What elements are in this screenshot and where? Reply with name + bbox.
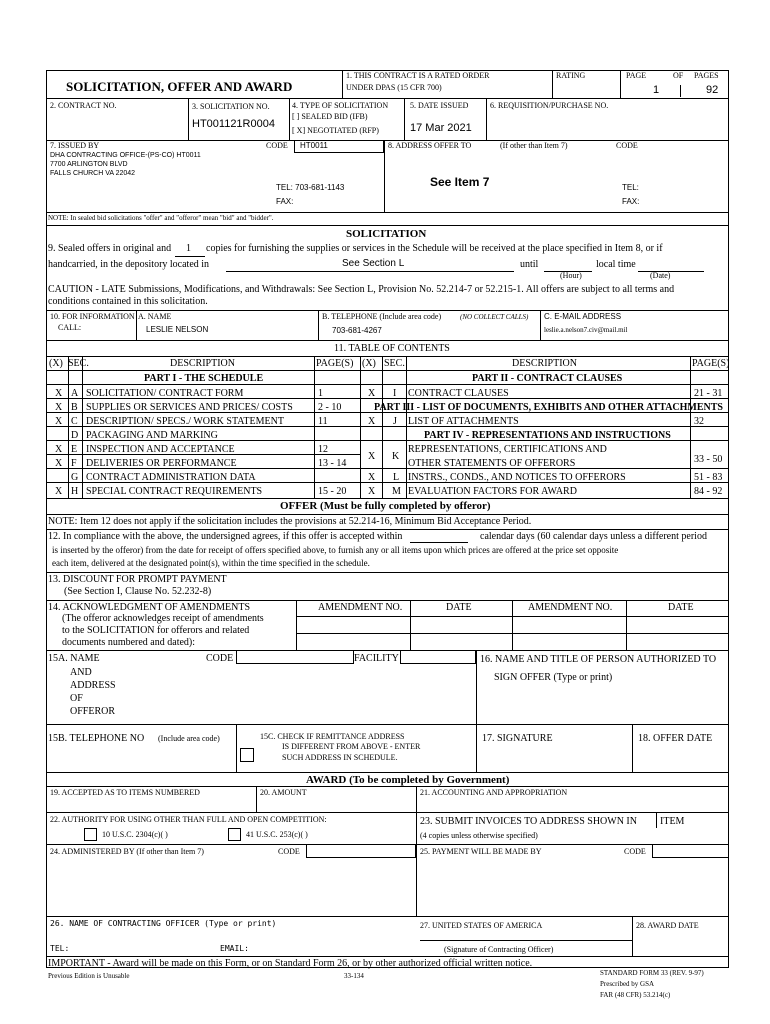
item17-label: 17. SIGNATURE [482,733,553,744]
item14-sub-3: documents numbered and dated): [62,637,196,648]
item9-text-a: 9. Sealed offers in original and [48,243,172,254]
item13-sub: (See Section I, Clause No. 52.232-8) [64,586,212,597]
toc-row-a-pages: 1 [318,388,323,399]
toc-row-b-sec: B [71,402,78,413]
toc-row-c-pages: 11 [318,416,328,427]
toc-row-g-desc: CONTRACT ADMINISTRATION DATA [86,472,256,483]
item27-label: 27. UNITED STATES OF AMERICA [420,921,543,930]
remittance-checkbox[interactable] [240,748,254,762]
toc-col-x-right: (X) [362,358,376,369]
rating-label: RATING [556,71,586,80]
item15b-label: 15B. TELEPHONE NO [48,733,145,744]
co-email-label: EMAIL: [220,944,249,953]
include-area-code: (Include area code) [158,734,220,743]
item15a-of: OF [70,693,83,704]
item15a-offeror: OFFEROR [70,706,116,717]
toc-i-x: X [368,388,376,399]
item16-label: 16. NAME AND TITLE OF PERSON AUTHORIZED TO [480,654,717,665]
item14-sub-2: to the SOLICITATION for offerors and related [62,625,250,636]
item14-sub-1: (The offeror acknowledges receipt of amendments [62,613,264,624]
for-information-label: 10. FOR INFORMATION [50,312,135,321]
date-issued: 17 Mar 2021 [410,122,472,134]
item-label: ITEM [660,816,685,827]
form-title: SOLICITATION, OFFER AND AWARD [66,79,293,94]
amendment-date-col-2: DATE [668,602,694,613]
toc-heading: 11. TABLE OF CONTENTS [334,343,450,354]
toc-row-d-sec: D [71,430,79,441]
contact-name: LESLIE NELSON [146,325,209,334]
usc-253-checkbox[interactable] [228,828,241,841]
toc-row-c-sec: C [71,416,78,427]
toc-col-pages-left: PAGE(S) [316,358,354,369]
toc-m-pages: 84 - 92 [694,486,723,497]
contract-no-label: 2. CONTRACT NO. [50,101,117,110]
toc-m-desc: EVALUATION FACTORS FOR AWARD [408,486,577,497]
item18-label: 18. OFFER DATE [638,733,713,744]
toc-j-x: X [368,416,376,427]
toc-i-pages: 21 - 31 [694,388,723,399]
issued-by-label: 7. ISSUED BY [50,141,100,150]
solicitation-heading: SOLICITATION [346,228,427,240]
total-pages: 92 [706,84,719,96]
solicitation-no-label: 3. SOLICITATION NO. [192,102,270,111]
item21-label: 21. ACCOUNTING AND APPROPRIATION [420,788,568,797]
issuer-fax: FAX: [276,197,294,206]
usc-2304-checkbox[interactable] [84,828,97,841]
toc-m-x: X [368,486,376,497]
type-of-solicitation-label: 4. TYPE OF SOLICITATION [292,101,389,110]
local-time-label: local time [596,259,636,270]
footer-far: FAR (48 CFR) 53.214(c) [600,991,671,999]
toc-i-desc: CONTRACT CLAUSES [408,388,509,399]
item12-text-b: calendar days (60 calendar days unless a different period [480,531,707,542]
email-label: C. E-MAIL ADDRESS [544,312,622,321]
issued-by-code: HT0011 [300,141,328,150]
item9-location: See Section L [342,258,405,269]
issuer-line-3: FALLS CHURCH VA 22042 [50,170,136,177]
toc-m-sec: M [392,486,401,497]
toc-row-h-desc: SPECIAL CONTRACT REQUIREMENTS [86,486,263,497]
requisition-label: 6. REQUISITION/PURCHASE NO. [490,101,609,110]
page-label: PAGE [626,71,647,80]
if-other-label: (If other than Item 7) [500,141,568,150]
footer-standard-form: STANDARD FORM 33 (REV. 9-97) [600,969,704,977]
toc-k-sec: K [392,451,400,462]
see-item-7: See Item 7 [430,175,490,189]
item13-label: 13. DISCOUNT FOR PROMPT PAYMENT [48,574,227,585]
toc-row-h-pages: 15 - 20 [318,486,347,497]
toc-i-sec: I [393,388,397,399]
solicitation-no: HT001121R0004 [192,118,275,130]
item12-text-a: 12. In compliance with the above, the undersigned agrees, if this offer is accepted within [48,531,403,542]
offer-note: NOTE: Item 12 does not apply if the solicitation includes the provisions at 52.214-16, Minimum Bid Acceptance Period. [48,516,532,527]
amendment-no-col-2: AMENDMENT NO. [528,602,613,613]
toc-col-x-left: (X) [49,358,63,369]
toc-j-pages: 32 [694,416,704,427]
page-number: 1 [653,84,660,96]
toc-k-desc-1: REPRESENTATIONS, CERTIFICATIONS AND [408,444,607,455]
toc-part-3: PART III - LIST OF DOCUMENTS, EXHIBITS AND OTHER ATTACHMENTS [374,402,723,413]
item9-text-b: copies for furnishing the supplies or services in the Schedule will be received at the place specified in Item 8, or if [206,243,663,254]
toc-col-pages-right: PAGE(S) [692,358,730,369]
offer-heading: OFFER (Must be fully completed by offeror) [280,500,491,512]
toc-l-pages: 51 - 83 [694,472,723,483]
until-label: until [520,259,539,270]
footer-prescribed: Prescribed by GSA [600,980,655,988]
item12-text-c: is inserted by the offeror) from the date for receipt of offers specified above, to furnish any or all items upon which prices are offered at the price set opposite [52,545,619,555]
item16-sub: SIGN OFFER (Type or print) [494,672,613,683]
toc-row-a-desc: SOLICITATION/ CONTRACT FORM [86,388,244,399]
of-label: OF [673,71,684,80]
item15c-sub-1: IS DIFFERENT FROM ABOVE - ENTER [282,742,421,751]
negotiated-option: [ X] NEGOTIATED (RFP) [292,126,379,135]
toc-row-e-pages: 12 [318,444,328,455]
toc-col-desc-right: DESCRIPTION [512,358,578,369]
amendment-no-col-1: AMENDMENT NO. [318,602,403,613]
toc-part-1: PART I - THE SCHEDULE [144,373,264,384]
item9-text-c: handcarried, in the depository located in [48,259,210,270]
toc-row-b-desc: SUPPLIES OR SERVICES AND PRICES/ COSTS [86,402,293,413]
contact-phone: 703-681-4267 [332,326,382,335]
toc-j-sec: J [393,416,397,427]
footer-form-number: 33-134 [344,972,364,980]
issued-by-code-label: CODE [266,141,288,150]
caution-text-2: conditions contained in this solicitation. [48,296,208,307]
usc-253-label: 41 U.S.C. 253(c)( ) [246,830,308,839]
address-tel: TEL: [622,183,639,192]
toc-l-sec: L [393,472,400,483]
amendment-date-col-1: DATE [446,602,472,613]
toc-k-x: X [368,451,376,462]
co-tel-label: TEL: [50,944,70,953]
toc-l-desc: INSTRS., CONDS., AND NOTICES TO OFFERORS [408,472,626,483]
item9-copies: 1 [186,243,191,254]
address-offer-label: 8. ADDRESS OFFER TO [388,141,472,150]
telephone-label: B. TELEPHONE (Include area code) [322,312,442,321]
contact-name-label: A. NAME [138,312,172,321]
item15a-and: AND [70,667,92,678]
toc-row-b-pages: 2 - 10 [318,402,342,413]
toc-j-desc: LIST OF ATTACHMENTS [408,416,519,427]
item26-label: 26. NAME OF CONTRACTING OFFICER (Type or print) [50,919,277,928]
item12-text-d: each item, delivered at the designated point(s), within the time specified in the schedule. [52,558,370,568]
toc-row-f-sec: F [71,458,77,469]
item20-label: 20. AMOUNT [260,788,307,797]
toc-row-h-x: X [55,486,63,497]
item25-label: 25. PAYMENT WILL BE MADE BY [420,847,542,856]
issuer-line-2: 7700 ARLINGTON BLVD [50,161,128,168]
item14-label: 14. ACKNOWLEDGMENT OF AMENDMENTS [48,602,251,613]
offeror-code-label: CODE [206,653,234,664]
toc-row-h-sec: H [71,486,79,497]
toc-row-e-sec: E [71,444,78,455]
award-heading: AWARD (To be completed by Government) [306,774,510,786]
item24-label: 24. ADMINISTERED BY (If other than Item 7) [50,847,204,856]
toc-col-sec-right: SEC. [384,358,405,369]
toc-row-f-desc: DELIVERIES OR PERFORMANCE [86,458,237,469]
toc-row-c-x: X [55,416,63,427]
toc-row-c-desc: DESCRIPTION/ SPECS./ WORK STATEMENT [86,416,284,427]
date-issued-label: 5. DATE ISSUED [410,101,469,110]
item24-code-label: CODE [278,847,300,856]
call-label: CALL: [58,323,82,332]
toc-k-desc-2: OTHER STATEMENTS OF OFFERORS [408,458,576,469]
toc-row-f-x: X [55,458,63,469]
item15c-sub-2: SUCH ADDRESS IN SCHEDULE. [282,753,398,762]
no-collect-calls: (NO COLLECT CALLS) [460,313,529,321]
issuer-tel: TEL: 703-681-1143 [276,183,345,192]
pages-label: PAGES [694,71,719,80]
toc-col-sec-left: SEC. [68,358,89,369]
dpas-label: UNDER DPAS (15 CFR 700) [346,83,442,92]
item23-label: 23. SUBMIT INVOICES TO ADDRESS SHOWN IN [420,816,637,827]
toc-part-4: PART IV - REPRESENTATIONS AND INSTRUCTIONS [424,430,671,441]
toc-col-desc-left: DESCRIPTION [170,358,236,369]
rated-order-label: 1. THIS CONTRACT IS A RATED ORDER [346,71,490,80]
address-code-label: CODE [616,141,638,150]
toc-row-g-sec: G [71,472,79,483]
issuer-line-1: DHA CONTRACTING OFFICE-(PS-CO) HT0011 [50,152,201,159]
toc-row-a-sec: A [71,388,79,399]
sealed-bid-option: [ ] SEALED BID (IFB) [292,112,368,121]
toc-k-pages: 33 - 50 [694,454,723,465]
contact-email: leslie.a.nelson7.civ@mail.mil [544,326,628,334]
footer-previous-edition: Previous Edition is Unusable [48,972,130,980]
item28-label: 28. AWARD DATE [636,921,699,930]
facility-label: FACILITY [354,653,399,664]
sealed-bid-note: NOTE: In sealed bid solicitations "offer" and "offeror" mean "bid" and "bidder". [48,214,274,222]
toc-part-2: PART II - CONTRACT CLAUSES [472,373,623,384]
toc-row-b-x: X [55,402,63,413]
item15a-address: ADDRESS [70,680,116,691]
toc-row-a-x: X [55,388,63,399]
address-fax: FAX: [622,197,640,206]
item15c-label: 15C. CHECK IF REMITTANCE ADDRESS [260,732,405,741]
toc-row-f-pages: 13 - 14 [318,458,347,469]
toc-l-x: X [368,472,376,483]
item25-code-label: CODE [624,847,646,856]
item27-sub: (Signature of Contracting Officer) [444,945,554,954]
item19-label: 19. ACCEPTED AS TO ITEMS NUMBERED [50,788,200,797]
caution-text: CAUTION - LATE Submissions, Modifications, and Withdrawals: See Section L, Provision No. 52.214-7 or 52.215-1. All offers are subject to all terms and [48,284,675,295]
usc-2304-label: 10 U.S.C. 2304(c)( ) [102,830,168,839]
toc-row-e-x: X [55,444,63,455]
date-label: (Date) [650,271,671,280]
toc-row-e-desc: INSPECTION AND ACCEPTANCE [86,444,235,455]
hour-label: (Hour) [560,271,582,280]
item22-label: 22. AUTHORITY FOR USING OTHER THAN FULL AND OPEN COMPETITION: [50,815,327,824]
item15a-label: 15A. NAME [48,653,100,664]
important-note: IMPORTANT - Award will be made on this Form, or on Standard Form 26, or by other authorized official written notice. [48,958,533,969]
item23-sub: (4 copies unless otherwise specified) [420,831,538,840]
toc-row-d-desc: PACKAGING AND MARKING [86,430,218,441]
